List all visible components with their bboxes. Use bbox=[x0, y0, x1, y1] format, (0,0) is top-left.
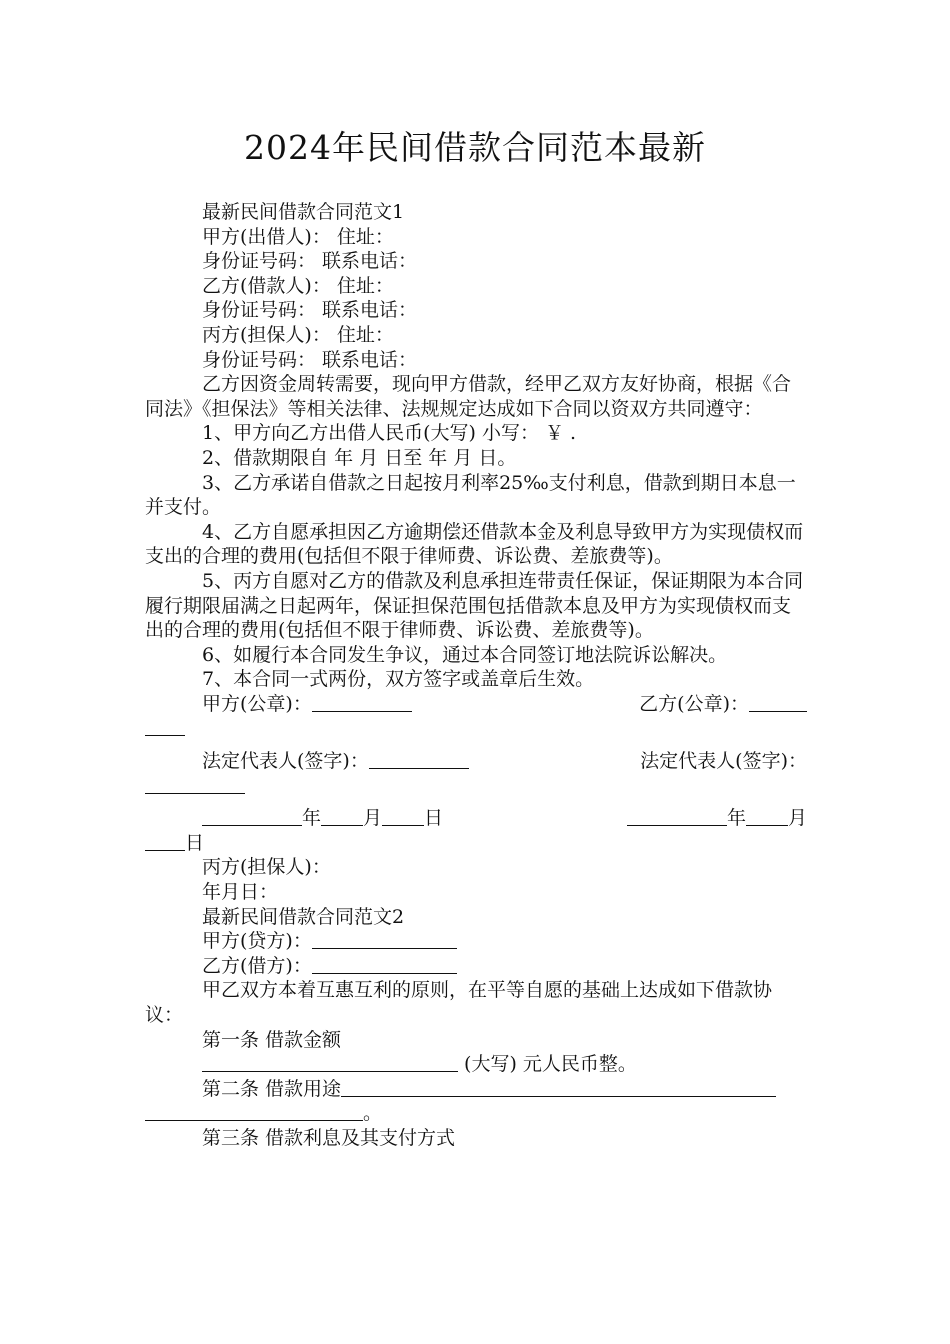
lender-label: 甲方(贷方)： bbox=[202, 930, 312, 953]
rep-row bbox=[145, 749, 807, 774]
date-b-year: 年 bbox=[726, 807, 746, 830]
party-b-id-line: 身份证号码： 联系电话： bbox=[202, 299, 418, 322]
party-c-id-line: 身份证号码： 联系电话： bbox=[202, 348, 418, 371]
seal-a-label: 甲方(公章)： bbox=[202, 692, 312, 715]
clause-5: 5、丙方自愿对乙方的借款及利息承担连带责任保证，保证期限为本合同履行期限届满之日起两年，保证担保范围包括借款本息及甲方为实现债权而支出的合理的费用(包括但不限于律师费、诉讼费、差旅费等)。 bbox=[145, 569, 804, 642]
guarantor-date-line: 年月日： bbox=[202, 881, 279, 904]
clause-7: 7、本合同一式两份，双方签字或盖章后生效。 bbox=[202, 668, 595, 691]
date-b-day: 日 bbox=[185, 831, 205, 854]
seal-b-label: 乙方(公章)： bbox=[639, 692, 749, 715]
seal-b-blank-cont bbox=[145, 716, 807, 741]
borrower-label: 乙方(借方)： bbox=[202, 954, 312, 977]
clause-6: 6、如履行本合同发生争议，通过本合同签订地法院诉讼解决。 bbox=[202, 643, 728, 666]
amount-blank bbox=[202, 1053, 458, 1072]
doc1-intro: 乙方因资金周转需要，现向甲方借款，经甲乙双方友好协商，根据《合同法》《担保法》等相关法律、法规规定达成如下合同以资双方共同遵守： bbox=[145, 373, 792, 420]
article-2-cont bbox=[145, 1101, 807, 1126]
date-b-month: 月 bbox=[787, 807, 807, 830]
party-a-line: 甲方(出借人)： 住址： bbox=[202, 225, 394, 248]
purpose-blank-cont bbox=[145, 1102, 363, 1121]
doc1-heading: 最新民间借款合同范文1 bbox=[202, 201, 405, 223]
seal-b bbox=[639, 692, 807, 717]
date-row bbox=[145, 806, 807, 831]
date-b bbox=[627, 806, 807, 831]
document-title: 2024年民间借款合同范本最新 bbox=[244, 128, 706, 167]
article-1-suffix: (大写) 元人民币整。 bbox=[464, 1053, 637, 1076]
date-a-year: 年 bbox=[302, 807, 322, 830]
lender-line bbox=[145, 929, 807, 954]
clause-1: 1、甲方向乙方出借人民币(大写) 小写： ￥ . bbox=[202, 422, 577, 445]
article-3-title: 第三条 借款利息及其支付方式 bbox=[202, 1126, 456, 1149]
article-1-text bbox=[145, 1052, 807, 1077]
clause-2: 2、借款期限自 年 月 日至 年 月 日。 bbox=[202, 446, 517, 469]
borrower-blank bbox=[312, 955, 457, 974]
purpose-blank bbox=[341, 1078, 776, 1097]
party-b-line: 乙方(借款人)： 住址： bbox=[202, 274, 394, 297]
rep-b-label: 法定代表人(签字)： bbox=[640, 750, 807, 773]
seal-b-blank bbox=[749, 693, 807, 712]
date-b-cont bbox=[145, 831, 807, 856]
rep-a-blank bbox=[369, 750, 469, 769]
guarantor-line: 丙方(担保人)： bbox=[202, 856, 331, 879]
article-2-line bbox=[145, 1077, 807, 1102]
article-1-title: 第一条 借款金额 bbox=[202, 1028, 342, 1051]
rep-a-label: 法定代表人(签字)： bbox=[202, 750, 369, 773]
party-a-id-line: 身份证号码： 联系电话： bbox=[202, 250, 418, 273]
seal-a-blank bbox=[312, 693, 412, 712]
doc2-intro: 甲乙双方本着互惠互利的原则，在平等自愿的基础上达成如下借款协议： bbox=[145, 979, 773, 1026]
doc2-heading: 最新民间借款合同范文2 bbox=[202, 905, 405, 928]
date-a-month: 月 bbox=[363, 807, 383, 830]
article-2-end: 。 bbox=[363, 1102, 383, 1125]
clause-3: 3、乙方承诺自借款之日起按月利率25‰支付利息，借款到期日本息一并支付。 bbox=[145, 471, 796, 519]
seal-a bbox=[202, 692, 412, 717]
rep-b-blank bbox=[145, 774, 807, 799]
clause-4: 4、乙方自愿承担因乙方逾期偿还借款本金及利息导致甲方为实现债权而支出的合理的费用(包括但不限于律师费、诉讼费、差旅费等)。 bbox=[145, 520, 804, 568]
article-2-title: 第二条 借款用途 bbox=[202, 1077, 342, 1100]
document-body bbox=[145, 200, 807, 1151]
date-a-day: 日 bbox=[424, 807, 444, 830]
rep-a bbox=[202, 749, 469, 774]
seal-row bbox=[145, 692, 807, 717]
lender-blank bbox=[312, 930, 457, 949]
borrower-line bbox=[145, 954, 807, 979]
date-a bbox=[202, 806, 443, 831]
party-c-line: 丙方(担保人)： 住址： bbox=[202, 323, 394, 346]
